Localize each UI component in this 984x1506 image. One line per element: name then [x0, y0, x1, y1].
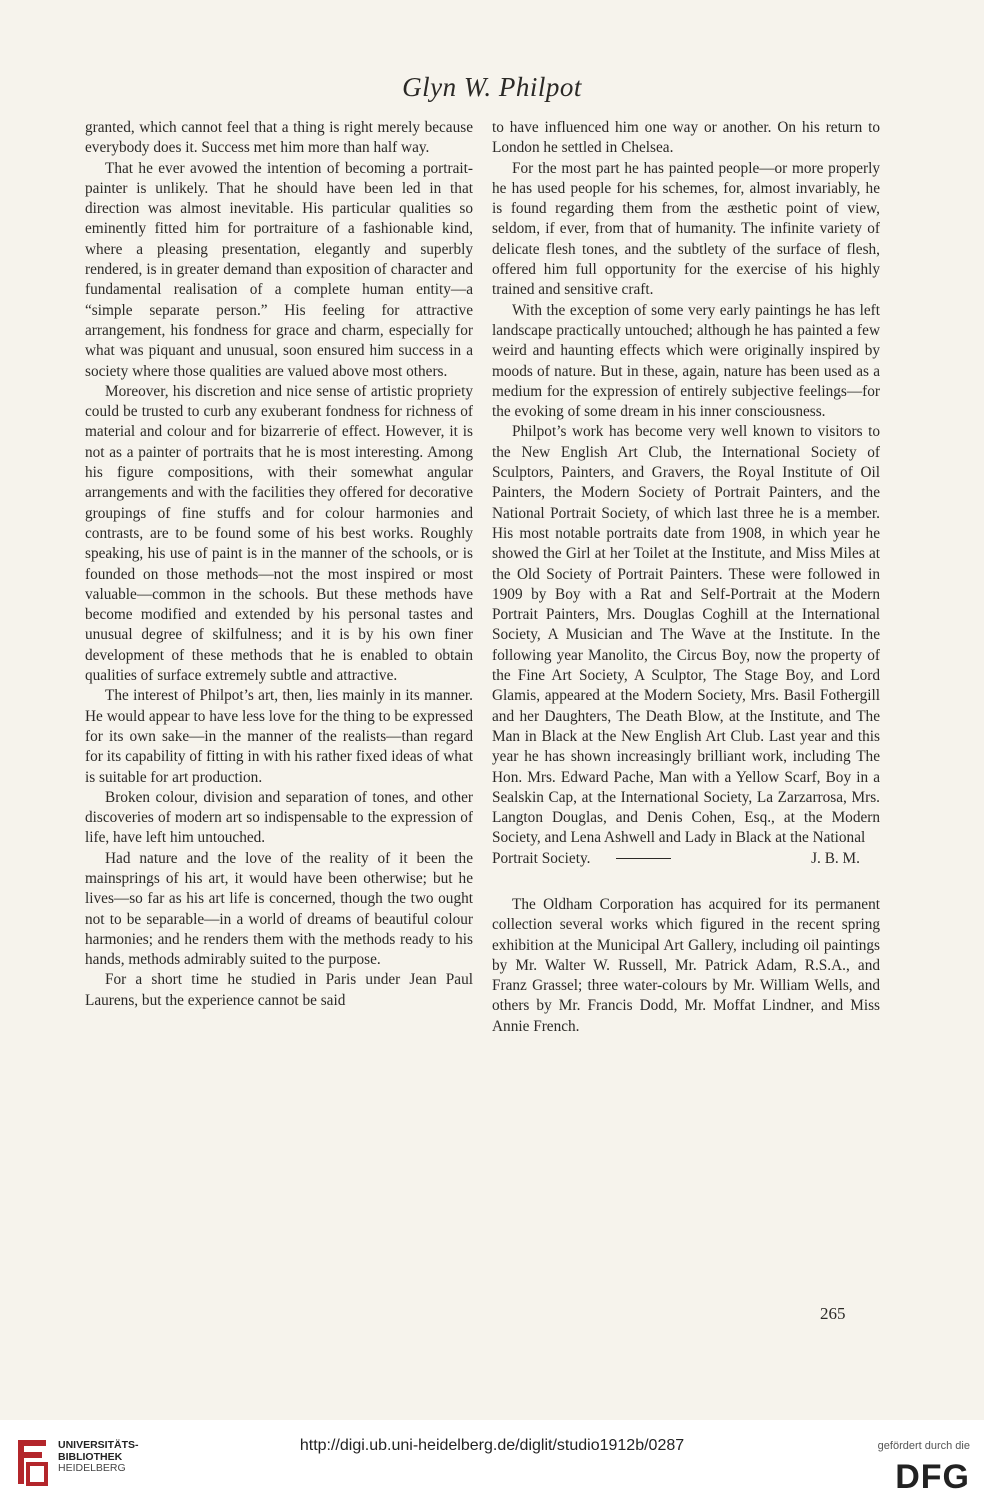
page-number: 265	[820, 1304, 846, 1323]
library-name-line: UNIVERSITÄTS-	[58, 1439, 139, 1451]
left-column	[85, 118, 473, 1011]
divider	[616, 858, 671, 859]
right-column	[492, 118, 880, 1037]
paragraph: granted, which cannot feel that a thing is right merely because everybody does it. Success met him more than half way.	[85, 119, 473, 157]
page-title: Glyn W. Philpot	[402, 72, 582, 102]
library-name-line: BIBLIOTHEK	[58, 1450, 123, 1463]
library-name-line: HEIDELBERG	[58, 1462, 126, 1474]
paragraph: to have influenced him one way or another. On his return to London he settled in Chelsea.	[492, 119, 880, 157]
paragraph: The interest of Philpot’s art, then, lies mainly in its manner. He would appear to have less love for the thing to be expressed for its own sake—in the manner of the realists—than regard for its capability of fitting in with his rather fixed ideas of what is suitable for art production.	[85, 687, 473, 786]
funding-caption: gefördert durch die	[877, 1440, 970, 1452]
paragraph: With the exception of some very early paintings he has left landscape practically untouched; although he has painted a few weird and haunting effects which were originally inspired by moods of nature. But in these, again, nature has been used as a medium for the expression of entirely subjective feelings—for the evoking of some dream in his inner consciousness.	[492, 301, 880, 421]
paragraph: For the most part he has painted people—or more properly he has used people for his schemes, for, almost invariably, he is found regarding them from the æsthetic point of view, seldom, if ever, from that of humanity. The infinite variety of delicate flesh tones, and the subtlety of the surface of flesh, offered him full opportunity for the exercise of his highly trained and sensitive craft.	[492, 159, 880, 299]
paragraph: That he ever avowed the intention of becoming a portrait-painter is unlikely. That he should have been led in that direction was almost inevitable. His particular qualities so eminently fitted him for portraiture of a fashionable kind, where a pleasing presentation, elegantly and superbly rendered, is in greater demand than exposition of character and fundamental realisation of a complete human entity—a “simple separate person.” His feeling for attractive arrangement, his fondness for grace and charm, especially for what was piquant and unusual, soon ensured him success in a society where those qualities are valued above most others.	[85, 159, 473, 380]
paragraph: Moreover, his discretion and nice sense of artistic propriety could be trusted to curb any exuberant fondness for richness of material and colour and for bizarrerie of effect. However, it is not as a painter of portraits that he is most interesting. Among his figure compositions, with their somewhat angular arrangements and with the facilities they offered for decorative groupings of fine stuffs and for colour harmonies and contrasts, are to be found some of his best works. Roughly speaking, his use of paint is in the manner of the schools, or is founded on those methods—not the most inspired or most valuable—common in the schools. But these methods have become modified and extended by his personal tastes and unusual degree of skilfulness; and it is by his own finer development of these methods that he is enabled to obtain qualities of surface extremely subtle and attractive.	[85, 382, 473, 685]
author-signature: J. B. M.	[811, 849, 860, 867]
news-note: The Oldham Corporation has acquired for its permanent collection several works which figured in the recent spring exhibition at the Municipal Art Gallery, including oil paintings by Mr. Walter W. Russell, Mr. Patrick Adam, R.S.A., and Franz Grassel; three water-colours by Mr. William Wells, and others by Mr. Francis Dodd, Mr. Moffat Lindner, and Miss Annie French.	[492, 895, 880, 1035]
paragraph: Had nature and the love of the reality of it been the mainsprings of his art, it would have been otherwise; but he lives—so far as his art life is concerned, though the two ought not to be separable—in a world of dreams of beautiful colour harmonies; and he renders them with the methods ready to his hands, methods admirably suited to the purpose.	[85, 849, 473, 969]
signoff	[492, 849, 880, 869]
paragraph: Broken colour, division and separation of tones, and other discoveries of modern art so indispensable to the expression of life, have left him untouched.	[85, 788, 473, 847]
permalink[interactable]: http://digi.ub.uni-heidelberg.de/diglit/studio1912b/0287	[299, 1437, 685, 1454]
dfg-logo: DFG	[895, 1458, 970, 1496]
signoff-text: Portrait Society.	[492, 849, 591, 867]
footer	[0, 1420, 984, 1506]
paragraph: Philpot’s work has become very well known to visitors to the New English Art Club, the International Society of Sculptors, Painters, and Gravers, the Royal Institute of Oil Painters, the Modern Society of Portrait Painters, and the National Portrait Society, of which last three he is a member. His most notable portraits date from 1908, in which year he showed the Girl at her Toilet at the Institute, and Miss Miles at the Old Society of Portrait Painters. These were followed in 1909 by Boy with a Rat and Self-Portrait at the Modern Portrait Painters, Mrs. Douglas Coghill at the International Society, A Musician and The Wave at the Institute. In the following year Manolito, the Circus Boy, now the property of the Fine Art Society, A Sculptor, The Stage Boy, and Lord Glamis, appeared at the Modern Society, Mrs. Basil Fothergill and her Daughters, The Death Blow, at the Institute, and The Man in Black at the New English Art Club. Last year and this year he has shown increasingly brilliant work, including The Hon. Mrs. Edward Pache, Man with a Yellow Scarf, Boy in a Sealskin Cap, at the International Society, La Zarzarrosa, Mrs. Langton Douglas, and Denis Cohen, Esq., at the Modern Society, and Lena Ashwell and Lady in Black at the National	[492, 423, 880, 847]
paragraph: For a short time he studied in Paris under Jean Paul Laurens, but the experience cannot be said	[85, 971, 473, 1009]
